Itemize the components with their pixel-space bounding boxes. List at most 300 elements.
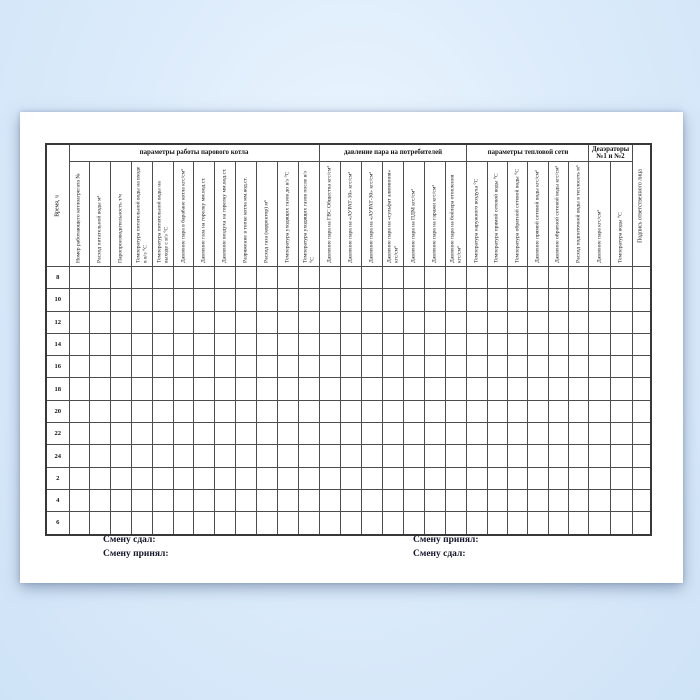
data-cell xyxy=(236,489,257,511)
data-cell xyxy=(487,512,507,535)
table-row xyxy=(46,489,651,511)
footer-left xyxy=(103,534,168,561)
data-cell xyxy=(131,467,152,489)
signature-cell xyxy=(632,489,651,511)
column-header-label: Температура уходящих газов после в/э °С xyxy=(301,170,315,263)
data-cell xyxy=(340,356,361,378)
data-cell xyxy=(425,311,446,333)
data-cell xyxy=(69,289,90,311)
table-row xyxy=(46,512,651,535)
data-cell xyxy=(111,378,132,400)
data-cell xyxy=(589,311,611,333)
data-cell xyxy=(194,489,215,511)
data-cell xyxy=(425,378,446,400)
column-header xyxy=(277,162,298,267)
data-cell xyxy=(487,333,507,355)
data-cell xyxy=(404,400,425,422)
data-cell xyxy=(610,489,632,511)
data-cell xyxy=(256,267,277,289)
data-cell xyxy=(340,489,361,511)
signature-cell xyxy=(632,267,651,289)
column-header-label: Температура наружного воздуха °С xyxy=(473,178,480,263)
data-cell xyxy=(340,400,361,422)
data-cell xyxy=(569,400,589,422)
data-cell xyxy=(361,423,382,445)
data-cell xyxy=(152,512,173,535)
data-cell xyxy=(467,378,487,400)
data-cell xyxy=(610,356,632,378)
data-cell xyxy=(152,489,173,511)
data-cell xyxy=(236,512,257,535)
data-cell xyxy=(152,311,173,333)
data-cell xyxy=(173,445,194,467)
data-cell xyxy=(277,423,298,445)
data-cell xyxy=(340,378,361,400)
column-header-label: Температура обратной сетевой воды °С xyxy=(514,168,521,263)
data-cell xyxy=(319,378,340,400)
data-cell xyxy=(90,467,111,489)
data-cell xyxy=(340,311,361,333)
data-cell xyxy=(361,489,382,511)
data-cell xyxy=(277,356,298,378)
data-cell xyxy=(340,445,361,467)
data-cell xyxy=(215,333,236,355)
data-cell xyxy=(548,400,568,422)
data-cell xyxy=(111,356,132,378)
column-header xyxy=(111,162,132,267)
column-header-label: Расход газа (корректор) м³ xyxy=(263,200,270,263)
data-cell xyxy=(215,400,236,422)
column-header-label: Расход питательной воды м³ xyxy=(96,195,103,263)
data-cell xyxy=(69,311,90,333)
signature-cell xyxy=(632,512,651,535)
table-row xyxy=(46,356,651,378)
data-cell xyxy=(277,400,298,422)
data-cell xyxy=(548,311,568,333)
data-cell xyxy=(528,378,548,400)
data-cell xyxy=(382,267,403,289)
table-row xyxy=(46,267,651,289)
data-cell xyxy=(425,356,446,378)
data-cell xyxy=(548,333,568,355)
shift-log-table xyxy=(45,143,652,536)
column-header xyxy=(90,162,111,267)
data-cell xyxy=(90,267,111,289)
data-cell xyxy=(589,356,611,378)
data-cell xyxy=(298,489,319,511)
column-header-label: Температура питательной воды на входе в в/э °С xyxy=(135,166,148,263)
column-header xyxy=(548,162,568,267)
data-cell xyxy=(569,356,589,378)
data-cell xyxy=(589,445,611,467)
data-cell xyxy=(446,512,467,535)
data-cell xyxy=(548,423,568,445)
data-cell xyxy=(298,423,319,445)
data-cell xyxy=(361,289,382,311)
data-cell xyxy=(215,445,236,467)
data-cell xyxy=(589,512,611,535)
column-header xyxy=(404,162,425,267)
data-cell xyxy=(340,423,361,445)
column-header xyxy=(487,162,507,267)
data-cell xyxy=(194,512,215,535)
time-cell: 16 xyxy=(46,356,69,378)
column-header-label: Температура воды °С xyxy=(617,212,624,263)
data-cell xyxy=(111,289,132,311)
data-cell xyxy=(131,489,152,511)
data-cell xyxy=(340,512,361,535)
data-cell xyxy=(215,512,236,535)
data-cell xyxy=(382,378,403,400)
data-cell xyxy=(173,356,194,378)
data-cell xyxy=(111,423,132,445)
data-cell xyxy=(215,356,236,378)
data-cell xyxy=(382,400,403,422)
column-header xyxy=(152,162,173,267)
group-header-2: параметры тепловой сети xyxy=(467,144,589,162)
data-cell xyxy=(487,289,507,311)
column-header-label: Давление пара в барабане котла кгс/см² xyxy=(180,169,187,263)
data-cell xyxy=(173,333,194,355)
data-cell xyxy=(404,267,425,289)
data-cell xyxy=(298,289,319,311)
time-cell: 22 xyxy=(46,423,69,445)
data-cell xyxy=(487,311,507,333)
column-header xyxy=(319,162,340,267)
data-cell xyxy=(528,400,548,422)
data-cell xyxy=(90,423,111,445)
column-header xyxy=(589,162,611,267)
column-header xyxy=(508,162,528,267)
data-cell xyxy=(319,333,340,355)
data-cell xyxy=(382,489,403,511)
table-body xyxy=(46,267,651,535)
data-cell xyxy=(361,356,382,378)
data-cell xyxy=(319,311,340,333)
data-cell xyxy=(548,267,568,289)
data-cell xyxy=(131,400,152,422)
column-header xyxy=(173,162,194,267)
column-header-label: Температура прямой сетевой воды °С xyxy=(494,173,501,263)
data-cell xyxy=(569,289,589,311)
data-cell xyxy=(404,512,425,535)
column-header xyxy=(467,162,487,267)
time-cell: 12 xyxy=(46,311,69,333)
signature-cell xyxy=(632,311,651,333)
signature-cell xyxy=(632,356,651,378)
data-cell xyxy=(548,289,568,311)
data-cell xyxy=(277,311,298,333)
column-header-label: Давление пара на гаражи кгс/см² xyxy=(431,184,438,263)
data-cell xyxy=(508,356,528,378)
data-cell xyxy=(361,378,382,400)
time-cell: 10 xyxy=(46,289,69,311)
data-cell xyxy=(446,400,467,422)
data-cell xyxy=(589,467,611,489)
data-cell xyxy=(569,378,589,400)
data-cell xyxy=(467,489,487,511)
data-cell xyxy=(569,311,589,333)
data-cell xyxy=(152,423,173,445)
column-header xyxy=(340,162,361,267)
data-cell xyxy=(589,423,611,445)
data-cell xyxy=(467,311,487,333)
data-cell xyxy=(298,333,319,355)
data-cell xyxy=(487,356,507,378)
column-header-label: Давление пара на «АУРАТ-30» кгс/см² xyxy=(368,171,375,263)
data-cell xyxy=(467,423,487,445)
data-cell xyxy=(548,356,568,378)
data-cell xyxy=(256,489,277,511)
data-cell xyxy=(589,400,611,422)
data-cell xyxy=(152,400,173,422)
data-cell xyxy=(528,333,548,355)
data-cell xyxy=(215,378,236,400)
shift-accepted-label: Смену принял: xyxy=(413,535,479,545)
data-cell xyxy=(425,445,446,467)
data-cell xyxy=(194,467,215,489)
column-header-label: Давление газа на горелку мм.вод.ст. xyxy=(201,177,208,263)
column-header xyxy=(610,162,632,267)
data-cell xyxy=(528,512,548,535)
data-cell xyxy=(298,311,319,333)
data-cell xyxy=(548,512,568,535)
data-cell xyxy=(69,489,90,511)
data-cell xyxy=(528,489,548,511)
data-cell xyxy=(382,289,403,311)
time-cell: 24 xyxy=(46,445,69,467)
data-cell xyxy=(236,289,257,311)
data-cell xyxy=(215,423,236,445)
column-header xyxy=(194,162,215,267)
data-cell xyxy=(548,378,568,400)
data-cell xyxy=(256,512,277,535)
data-cell xyxy=(361,445,382,467)
data-cell xyxy=(610,400,632,422)
data-cell xyxy=(610,333,632,355)
data-cell xyxy=(319,445,340,467)
data-cell xyxy=(404,356,425,378)
column-header xyxy=(236,162,257,267)
column-header-label: Разряжение в топке котла мм.вод.ст. xyxy=(242,177,249,263)
data-cell xyxy=(236,378,257,400)
data-cell xyxy=(528,356,548,378)
data-cell xyxy=(610,289,632,311)
data-cell xyxy=(508,467,528,489)
data-cell xyxy=(340,267,361,289)
data-cell xyxy=(589,333,611,355)
data-cell xyxy=(236,467,257,489)
data-cell xyxy=(467,467,487,489)
data-cell xyxy=(194,400,215,422)
column-header xyxy=(528,162,548,267)
data-cell xyxy=(277,467,298,489)
data-cell xyxy=(131,512,152,535)
data-cell xyxy=(173,489,194,511)
data-cell xyxy=(528,289,548,311)
data-cell xyxy=(361,267,382,289)
data-cell xyxy=(194,356,215,378)
data-cell xyxy=(508,445,528,467)
data-cell xyxy=(215,467,236,489)
signature-cell xyxy=(632,467,651,489)
data-cell xyxy=(256,311,277,333)
data-cell xyxy=(256,423,277,445)
data-cell xyxy=(319,467,340,489)
data-cell xyxy=(90,289,111,311)
data-cell xyxy=(467,267,487,289)
data-cell xyxy=(90,311,111,333)
column-header xyxy=(131,162,152,267)
data-cell xyxy=(298,512,319,535)
column-header-label: Давление пара на бойлера отопления кгс/см² xyxy=(449,174,463,263)
data-cell xyxy=(111,267,132,289)
data-cell xyxy=(446,423,467,445)
data-cell xyxy=(467,333,487,355)
data-cell xyxy=(610,423,632,445)
data-cell xyxy=(467,445,487,467)
data-cell xyxy=(256,467,277,489)
data-cell xyxy=(194,333,215,355)
data-cell xyxy=(340,289,361,311)
data-cell xyxy=(236,400,257,422)
shift-accepted-label: Смену принял: xyxy=(103,548,169,559)
data-cell xyxy=(298,356,319,378)
data-cell xyxy=(111,512,132,535)
signature-cell xyxy=(632,333,651,355)
data-cell xyxy=(569,423,589,445)
column-header-label: Давление обратной сетевой воды кгс/см² xyxy=(555,165,562,263)
data-cell xyxy=(404,311,425,333)
column-header-label: Давление прямой сетевой воды кгс/см² xyxy=(534,170,541,263)
data-cell xyxy=(194,378,215,400)
data-cell xyxy=(487,378,507,400)
data-cell xyxy=(446,311,467,333)
data-cell xyxy=(508,512,528,535)
column-header xyxy=(298,162,319,267)
signature-cell xyxy=(632,445,651,467)
data-cell xyxy=(569,467,589,489)
column-header-label: Номер работающего котлоагрегата № xyxy=(76,173,83,263)
data-cell xyxy=(382,423,403,445)
data-cell xyxy=(298,378,319,400)
data-cell xyxy=(152,445,173,467)
time-cell: 20 xyxy=(46,400,69,422)
table-row xyxy=(46,400,651,422)
data-cell xyxy=(215,267,236,289)
data-cell xyxy=(589,267,611,289)
table-row xyxy=(46,423,651,445)
data-cell xyxy=(152,356,173,378)
data-cell xyxy=(508,289,528,311)
data-cell xyxy=(69,423,90,445)
column-header-label: Давление пара на ПДМ кгс/см² xyxy=(410,188,417,263)
data-cell xyxy=(610,267,632,289)
data-cell xyxy=(194,311,215,333)
data-cell xyxy=(528,467,548,489)
column-header xyxy=(569,162,589,267)
data-cell xyxy=(111,400,132,422)
table-row xyxy=(46,378,651,400)
data-cell xyxy=(425,467,446,489)
data-cell xyxy=(446,267,467,289)
data-cell xyxy=(404,423,425,445)
data-cell xyxy=(194,445,215,467)
data-cell xyxy=(610,512,632,535)
data-cell xyxy=(610,467,632,489)
data-cell xyxy=(589,378,611,400)
data-cell xyxy=(487,400,507,422)
time-cell: 8 xyxy=(46,267,69,289)
data-cell xyxy=(111,467,132,489)
data-cell xyxy=(425,423,446,445)
table-row xyxy=(46,289,651,311)
data-cell xyxy=(425,333,446,355)
shift-handed-over-label: Смену сдал: xyxy=(103,535,156,545)
data-cell xyxy=(215,311,236,333)
data-cell xyxy=(69,445,90,467)
data-cell xyxy=(256,356,277,378)
column-header xyxy=(215,162,236,267)
group-header-3: Деаэраторы №1 и №2 xyxy=(589,144,632,162)
column-header-label: Температура уходящих газов до в/э °С xyxy=(284,171,291,263)
data-cell xyxy=(69,356,90,378)
table-row xyxy=(46,467,651,489)
data-cell xyxy=(69,333,90,355)
column-header-label: Давление пара кгс/см² xyxy=(596,210,603,263)
data-cell xyxy=(528,267,548,289)
data-cell xyxy=(173,467,194,489)
data-cell xyxy=(173,289,194,311)
signature-cell xyxy=(632,378,651,400)
data-cell xyxy=(508,311,528,333)
data-cell xyxy=(90,512,111,535)
data-cell xyxy=(256,445,277,467)
data-cell xyxy=(589,289,611,311)
data-cell xyxy=(173,512,194,535)
data-cell xyxy=(487,445,507,467)
data-cell xyxy=(340,333,361,355)
shift-handed-over-label: Смену сдал: xyxy=(413,548,466,559)
data-cell xyxy=(236,445,257,467)
data-cell xyxy=(256,378,277,400)
column-header xyxy=(361,162,382,267)
column-header-label: Давление пара на «сульфат алюминия» кгс/см² xyxy=(386,169,400,263)
data-cell xyxy=(131,423,152,445)
data-cell xyxy=(111,333,132,355)
data-cell xyxy=(610,378,632,400)
data-cell xyxy=(69,512,90,535)
data-cell xyxy=(508,333,528,355)
data-cell xyxy=(382,311,403,333)
data-cell xyxy=(508,267,528,289)
data-cell xyxy=(467,400,487,422)
data-cell xyxy=(508,400,528,422)
data-cell xyxy=(194,423,215,445)
data-cell xyxy=(425,489,446,511)
data-cell xyxy=(256,289,277,311)
data-cell xyxy=(236,333,257,355)
data-cell xyxy=(256,400,277,422)
data-cell xyxy=(111,445,132,467)
data-cell xyxy=(111,489,132,511)
data-cell xyxy=(277,333,298,355)
table-row xyxy=(46,333,651,355)
data-cell xyxy=(173,400,194,422)
data-cell xyxy=(382,512,403,535)
data-cell xyxy=(446,378,467,400)
data-cell xyxy=(446,289,467,311)
